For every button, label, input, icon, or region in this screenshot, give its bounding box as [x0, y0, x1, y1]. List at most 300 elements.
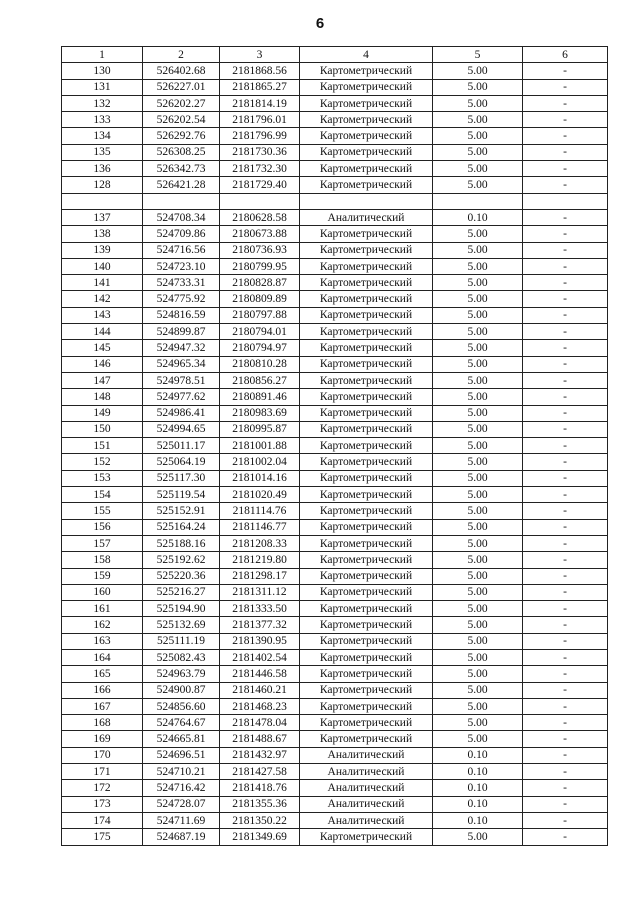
table-cell-col-5: 5.00	[433, 601, 523, 617]
table-cell-col-6: -	[523, 356, 608, 372]
table-cell-col-6: -	[523, 307, 608, 323]
table-row	[62, 796, 608, 812]
table-cell-col-5: 5.00	[433, 389, 523, 405]
table-cell-col-2: 524856.60	[143, 698, 220, 714]
table-cell-col-5: 5.00	[433, 356, 523, 372]
table-cell-col-5	[433, 193, 523, 209]
header-cell-2: 2	[143, 47, 220, 63]
table-cell-col-2: 524723.10	[143, 258, 220, 274]
table-cell-col-4: Картометрический	[300, 715, 433, 731]
table-cell-col-6: -	[523, 829, 608, 845]
table-cell-col-1: 139	[62, 242, 143, 258]
table-cell-col-1: 158	[62, 552, 143, 568]
table-cell-col-1: 144	[62, 324, 143, 340]
table-cell-col-4: Картометрический	[300, 177, 433, 193]
table-cell-col-1: 142	[62, 291, 143, 307]
table-cell-col-3: 2181814.19	[220, 95, 300, 111]
table-cell-col-1: 134	[62, 128, 143, 144]
table-cell-col-2: 526202.54	[143, 112, 220, 128]
table-cell-col-4: Картометрический	[300, 438, 433, 454]
table-row	[62, 764, 608, 780]
table-cell-col-1: 133	[62, 112, 143, 128]
table-cell-col-2: 524764.67	[143, 715, 220, 731]
table-row	[62, 356, 608, 372]
table-cell-col-4: Картометрический	[300, 698, 433, 714]
table-cell-col-3: 2180799.95	[220, 258, 300, 274]
table-cell-col-2: 524965.34	[143, 356, 220, 372]
table-row	[62, 372, 608, 388]
table-cell-col-5: 5.00	[433, 829, 523, 845]
table-cell-col-5: 5.00	[433, 242, 523, 258]
table-cell-col-6: -	[523, 421, 608, 437]
table-cell-col-5: 5.00	[433, 552, 523, 568]
table-cell-col-1	[62, 193, 143, 209]
table-cell-col-4: Картометрический	[300, 324, 433, 340]
table-cell-col-2: 524716.56	[143, 242, 220, 258]
table-cell-col-5: 5.00	[433, 95, 523, 111]
table-cell-col-3: 2181219.80	[220, 552, 300, 568]
table-cell-col-3: 2181349.69	[220, 829, 300, 845]
table-cell-col-5: 5.00	[433, 405, 523, 421]
table-cell-col-5: 5.00	[433, 79, 523, 95]
table-cell-col-3: 2180673.88	[220, 226, 300, 242]
table-cell-col-5: 5.00	[433, 438, 523, 454]
table-cell-col-5: 5.00	[433, 63, 523, 79]
table-cell-col-6: -	[523, 112, 608, 128]
table-cell-col-1: 151	[62, 438, 143, 454]
table-cell-col-1: 164	[62, 649, 143, 665]
table-cell-col-6: -	[523, 764, 608, 780]
table-cell-col-4: Картометрический	[300, 161, 433, 177]
table-cell-col-3: 2181020.49	[220, 487, 300, 503]
table-cell-col-3: 2181002.04	[220, 454, 300, 470]
table-cell-col-1: 130	[62, 63, 143, 79]
table-cell-col-1: 173	[62, 796, 143, 812]
table-cell-col-5: 5.00	[433, 584, 523, 600]
table-row	[62, 812, 608, 828]
table-cell-col-6: -	[523, 503, 608, 519]
table-cell-col-1: 141	[62, 275, 143, 291]
table-cell-col-2: 524728.07	[143, 796, 220, 812]
table-cell-col-5: 5.00	[433, 454, 523, 470]
table-cell-col-2: 526402.68	[143, 63, 220, 79]
table-cell-col-1: 140	[62, 258, 143, 274]
table-cell-col-2: 525220.36	[143, 568, 220, 584]
table-cell-col-1: 166	[62, 682, 143, 698]
table-cell-col-5: 5.00	[433, 291, 523, 307]
header-cell-4: 4	[300, 47, 433, 63]
table-cell-col-2: 524710.21	[143, 764, 220, 780]
table-cell-col-5: 0.10	[433, 796, 523, 812]
table-row	[62, 731, 608, 747]
table-cell-col-1: 131	[62, 79, 143, 95]
table-cell-col-2: 525164.24	[143, 519, 220, 535]
table-row	[62, 340, 608, 356]
table-cell-col-6: -	[523, 633, 608, 649]
table-cell-col-6: -	[523, 372, 608, 388]
table-header-row	[62, 47, 608, 63]
table-cell-col-5: 5.00	[433, 177, 523, 193]
table-cell-col-1: 143	[62, 307, 143, 323]
table-cell-col-4: Картометрический	[300, 519, 433, 535]
table-row	[62, 63, 608, 79]
table-cell-col-3: 2181298.17	[220, 568, 300, 584]
table-cell-col-3: 2181377.32	[220, 617, 300, 633]
table-cell-col-6: -	[523, 177, 608, 193]
table-cell-col-3: 2181427.58	[220, 764, 300, 780]
table-cell-col-3: 2180828.87	[220, 275, 300, 291]
table-cell-col-3: 2181208.33	[220, 535, 300, 551]
table-cell-col-4: Картометрический	[300, 731, 433, 747]
table-cell-col-3: 2181333.50	[220, 601, 300, 617]
table-cell-col-2	[143, 193, 220, 209]
table-row	[62, 519, 608, 535]
table-cell-col-3: 2181865.27	[220, 79, 300, 95]
table-cell-col-5: 5.00	[433, 617, 523, 633]
table-cell-col-5: 5.00	[433, 340, 523, 356]
table-cell-col-1: 159	[62, 568, 143, 584]
table-cell-col-2: 524977.62	[143, 389, 220, 405]
table-cell-col-1: 137	[62, 209, 143, 225]
table-cell-col-2: 526202.27	[143, 95, 220, 111]
table-cell-col-3: 2181732.30	[220, 161, 300, 177]
table-cell-col-5: 5.00	[433, 470, 523, 486]
table-row	[62, 95, 608, 111]
table-cell-col-1: 146	[62, 356, 143, 372]
table-row	[62, 682, 608, 698]
table-cell-col-2: 525064.19	[143, 454, 220, 470]
table-cell-col-3: 2181402.54	[220, 649, 300, 665]
header-cell-1: 1	[62, 47, 143, 63]
table-cell-col-3: 2181146.77	[220, 519, 300, 535]
table-cell-col-3: 2181868.56	[220, 63, 300, 79]
table-cell-col-6: -	[523, 226, 608, 242]
table-cell-col-5: 5.00	[433, 682, 523, 698]
table-cell-col-1: 160	[62, 584, 143, 600]
table-cell-col-5: 5.00	[433, 324, 523, 340]
table-cell-col-6: -	[523, 731, 608, 747]
table-cell-col-2: 524899.87	[143, 324, 220, 340]
table-cell-col-2: 524716.42	[143, 780, 220, 796]
table-cell-col-1: 169	[62, 731, 143, 747]
table-cell-col-1: 161	[62, 601, 143, 617]
table-cell-col-2: 524978.51	[143, 372, 220, 388]
table-row	[62, 698, 608, 714]
table-cell-col-6: -	[523, 470, 608, 486]
table-row	[62, 747, 608, 763]
table-cell-col-3: 2181350.22	[220, 812, 300, 828]
table-cell-col-4: Картометрический	[300, 258, 433, 274]
table-cell-col-1: 150	[62, 421, 143, 437]
table-cell-col-5: 5.00	[433, 715, 523, 731]
table-row	[62, 552, 608, 568]
table-cell-col-1: 153	[62, 470, 143, 486]
table-cell-col-2: 525011.17	[143, 438, 220, 454]
table-cell-col-2: 524994.65	[143, 421, 220, 437]
table-cell-col-1: 152	[62, 454, 143, 470]
table-cell-col-5: 5.00	[433, 144, 523, 160]
table-cell-col-3: 2180891.46	[220, 389, 300, 405]
table-cell-col-1: 162	[62, 617, 143, 633]
table-row	[62, 584, 608, 600]
table-cell-col-1: 145	[62, 340, 143, 356]
table-cell-col-5: 5.00	[433, 633, 523, 649]
table-cell-col-5: 5.00	[433, 258, 523, 274]
table-cell-col-3: 2181001.88	[220, 438, 300, 454]
table-cell-col-4: Аналитический	[300, 796, 433, 812]
table-cell-col-3: 2180628.58	[220, 209, 300, 225]
table-cell-col-3: 2181014.16	[220, 470, 300, 486]
table-cell-col-2: 524986.41	[143, 405, 220, 421]
table-cell-col-5: 5.00	[433, 128, 523, 144]
table-row	[62, 438, 608, 454]
table-cell-col-6: -	[523, 715, 608, 731]
table-cell-col-2: 525119.54	[143, 487, 220, 503]
table-cell-col-4: Картометрический	[300, 144, 433, 160]
table-row	[62, 79, 608, 95]
table-cell-col-4: Аналитический	[300, 764, 433, 780]
table-cell-col-2: 526308.25	[143, 144, 220, 160]
table-cell-col-3: 2180856.27	[220, 372, 300, 388]
table-cell-col-5: 5.00	[433, 503, 523, 519]
table-cell-col-3: 2180995.87	[220, 421, 300, 437]
table-cell-col-3: 2180794.01	[220, 324, 300, 340]
table-cell-col-4: Картометрический	[300, 829, 433, 845]
table-cell-col-6: -	[523, 95, 608, 111]
table-cell-col-3: 2181488.67	[220, 731, 300, 747]
table-row	[62, 487, 608, 503]
table-cell-col-6: -	[523, 275, 608, 291]
table-row	[62, 568, 608, 584]
table-row	[62, 617, 608, 633]
table-row	[62, 601, 608, 617]
table-row	[62, 633, 608, 649]
table-cell-col-6: -	[523, 405, 608, 421]
table-cell-col-4: Картометрический	[300, 487, 433, 503]
table-row	[62, 666, 608, 682]
table-cell-col-1: 168	[62, 715, 143, 731]
table-cell-col-3: 2181796.01	[220, 112, 300, 128]
table-cell-col-3: 2181355.36	[220, 796, 300, 812]
table-cell-col-6: -	[523, 747, 608, 763]
table-cell-col-5: 5.00	[433, 649, 523, 665]
table-cell-col-3: 2181478.04	[220, 715, 300, 731]
table-cell-col-3: 2180983.69	[220, 405, 300, 421]
table-cell-col-3: 2181432.97	[220, 747, 300, 763]
table-cell-col-1: 175	[62, 829, 143, 845]
table-cell-col-5: 5.00	[433, 307, 523, 323]
table-cell-col-2: 524947.32	[143, 340, 220, 356]
table-cell-col-2: 524709.86	[143, 226, 220, 242]
table-cell-col-6: -	[523, 340, 608, 356]
table-cell-col-3: 2180797.88	[220, 307, 300, 323]
table-cell-col-2: 525194.90	[143, 601, 220, 617]
table-row	[62, 405, 608, 421]
table-row	[62, 144, 608, 160]
table-cell-col-2: 524696.51	[143, 747, 220, 763]
table-cell-col-2: 524963.79	[143, 666, 220, 682]
table-cell-col-2: 524665.81	[143, 731, 220, 747]
table-row	[62, 715, 608, 731]
table-cell-col-4: Картометрический	[300, 682, 433, 698]
header-cell-3: 3	[220, 47, 300, 63]
table-cell-col-4: Картометрический	[300, 275, 433, 291]
table-row	[62, 226, 608, 242]
table-cell-col-4: Аналитический	[300, 209, 433, 225]
table-cell-col-3: 2181418.76	[220, 780, 300, 796]
table-cell-col-3: 2180736.93	[220, 242, 300, 258]
table-cell-col-5: 5.00	[433, 666, 523, 682]
table-cell-col-5: 5.00	[433, 519, 523, 535]
table-cell-col-4: Картометрический	[300, 128, 433, 144]
table-cell-col-5: 5.00	[433, 226, 523, 242]
table-cell-col-4: Картометрический	[300, 389, 433, 405]
table-row	[62, 291, 608, 307]
table-cell-col-6: -	[523, 698, 608, 714]
table-cell-col-6: -	[523, 258, 608, 274]
table-row	[62, 209, 608, 225]
table-row	[62, 242, 608, 258]
table-cell-col-4: Картометрический	[300, 649, 433, 665]
table-cell-col-4: Картометрический	[300, 291, 433, 307]
table-cell-col-4: Картометрический	[300, 617, 433, 633]
table-cell-col-5: 5.00	[433, 568, 523, 584]
header-cell-5: 5	[433, 47, 523, 63]
table-cell-col-6: -	[523, 161, 608, 177]
table-cell-col-6: -	[523, 209, 608, 225]
table-row	[62, 503, 608, 519]
table-cell-col-6: -	[523, 519, 608, 535]
table-cell-col-3: 2181114.76	[220, 503, 300, 519]
table-cell-col-1: 138	[62, 226, 143, 242]
table-cell-col-4: Картометрический	[300, 95, 433, 111]
table-cell-col-5: 5.00	[433, 421, 523, 437]
table-cell-col-1: 174	[62, 812, 143, 828]
table-cell-col-2: 524900.87	[143, 682, 220, 698]
table-cell-col-2: 524733.31	[143, 275, 220, 291]
table-row	[62, 421, 608, 437]
table-cell-col-2: 525132.69	[143, 617, 220, 633]
table-cell-col-2: 525117.30	[143, 470, 220, 486]
table-cell-col-1: 148	[62, 389, 143, 405]
table-cell-col-4: Картометрический	[300, 568, 433, 584]
table-cell-col-5: 0.10	[433, 812, 523, 828]
table-cell-col-2: 525192.62	[143, 552, 220, 568]
table-row	[62, 258, 608, 274]
table-cell-col-4: Аналитический	[300, 780, 433, 796]
table-cell-col-1: 154	[62, 487, 143, 503]
table-cell-col-6: -	[523, 812, 608, 828]
table-cell-col-3: 2181460.21	[220, 682, 300, 698]
table-cell-col-1: 167	[62, 698, 143, 714]
table-cell-col-4: Картометрический	[300, 242, 433, 258]
table-cell-col-6: -	[523, 552, 608, 568]
table-cell-col-6: -	[523, 617, 608, 633]
table-cell-col-5: 5.00	[433, 535, 523, 551]
table-cell-col-5: 0.10	[433, 209, 523, 225]
table-cell-col-1: 136	[62, 161, 143, 177]
table-cell-col-5: 5.00	[433, 275, 523, 291]
table-cell-col-5: 5.00	[433, 487, 523, 503]
table-cell-col-4: Картометрический	[300, 421, 433, 437]
table-cell-col-2: 524708.34	[143, 209, 220, 225]
table-cell-col-6: -	[523, 535, 608, 551]
table-row	[62, 193, 608, 209]
table-cell-col-2: 525188.16	[143, 535, 220, 551]
table-cell-col-4: Аналитический	[300, 812, 433, 828]
table-cell-col-4: Картометрический	[300, 584, 433, 600]
table-cell-col-1: 132	[62, 95, 143, 111]
table-row	[62, 275, 608, 291]
table-cell-col-3	[220, 193, 300, 209]
table-cell-col-3: 2180794.97	[220, 340, 300, 356]
table-cell-col-6: -	[523, 63, 608, 79]
table-cell-col-4: Картометрический	[300, 340, 433, 356]
table-cell-col-2: 526292.76	[143, 128, 220, 144]
table-cell-col-1: 147	[62, 372, 143, 388]
table-cell-col-6: -	[523, 568, 608, 584]
table-cell-col-6: -	[523, 682, 608, 698]
table-cell-col-4: Картометрический	[300, 405, 433, 421]
table-cell-col-1: 171	[62, 764, 143, 780]
table-cell-col-4	[300, 193, 433, 209]
table-cell-col-6: -	[523, 666, 608, 682]
table-cell-col-2: 525152.91	[143, 503, 220, 519]
table-cell-col-4: Картометрический	[300, 535, 433, 551]
table-cell-col-4: Картометрический	[300, 356, 433, 372]
table-cell-col-4: Картометрический	[300, 63, 433, 79]
table-cell-col-1: 155	[62, 503, 143, 519]
table-cell-col-5: 5.00	[433, 698, 523, 714]
table-row	[62, 454, 608, 470]
table-row	[62, 324, 608, 340]
table-cell-col-4: Картометрический	[300, 112, 433, 128]
table-cell-col-6: -	[523, 454, 608, 470]
table-row	[62, 177, 608, 193]
table-cell-col-2: 524816.59	[143, 307, 220, 323]
table-cell-col-2: 524775.92	[143, 291, 220, 307]
table-cell-col-3: 2181730.36	[220, 144, 300, 160]
table-cell-col-4: Картометрический	[300, 226, 433, 242]
table-cell-col-1: 163	[62, 633, 143, 649]
table-cell-col-5: 5.00	[433, 161, 523, 177]
table-cell-col-2: 524687.19	[143, 829, 220, 845]
table-cell-col-2: 524711.69	[143, 812, 220, 828]
table-cell-col-3: 2181311.12	[220, 584, 300, 600]
table-cell-col-5: 5.00	[433, 372, 523, 388]
table-cell-col-5: 0.10	[433, 764, 523, 780]
table-row	[62, 161, 608, 177]
table-cell-col-4: Аналитический	[300, 747, 433, 763]
table-cell-col-1: 149	[62, 405, 143, 421]
table-cell-col-6: -	[523, 780, 608, 796]
table-row	[62, 649, 608, 665]
table-cell-col-6: -	[523, 601, 608, 617]
table-cell-col-6: -	[523, 324, 608, 340]
table-cell-col-2: 526342.73	[143, 161, 220, 177]
table-cell-col-1: 172	[62, 780, 143, 796]
table-body	[62, 63, 608, 845]
table-cell-col-6	[523, 193, 608, 209]
table-cell-col-5: 5.00	[433, 731, 523, 747]
table-cell-col-4: Картометрический	[300, 601, 433, 617]
table-cell-col-4: Картометрический	[300, 307, 433, 323]
table-cell-col-6: -	[523, 649, 608, 665]
table-row	[62, 780, 608, 796]
table-cell-col-6: -	[523, 487, 608, 503]
table-row	[62, 470, 608, 486]
table-cell-col-1: 165	[62, 666, 143, 682]
